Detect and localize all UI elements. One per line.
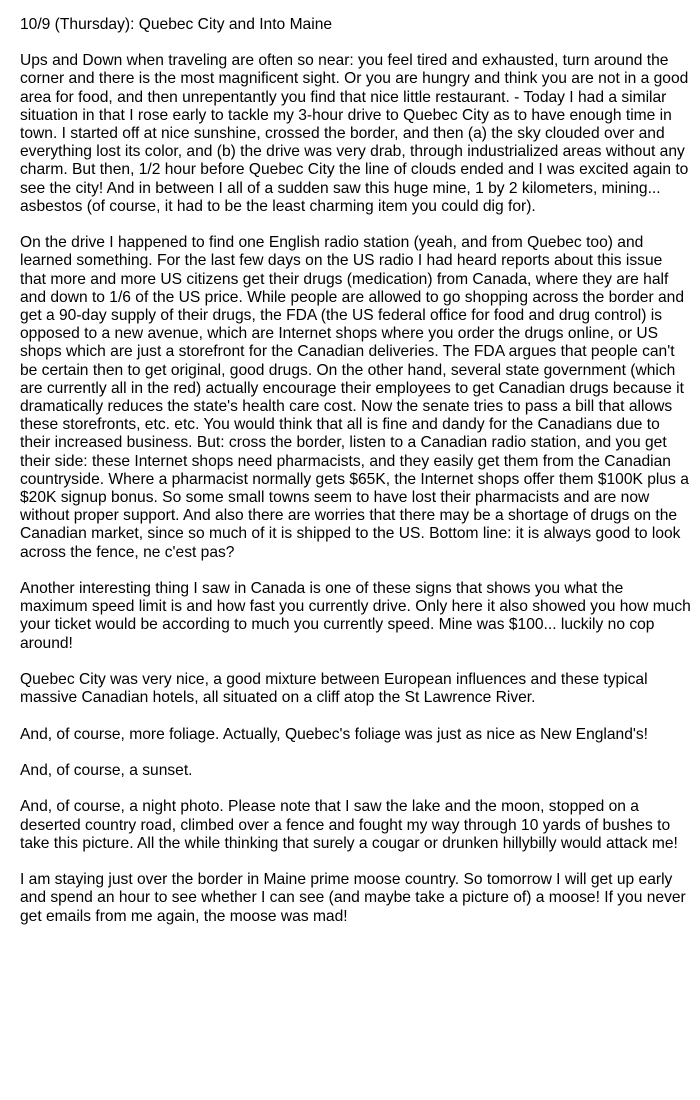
paragraph-speed-sign: Another interesting thing I saw in Canada is one of these signs that shows you what the maximum speed limit is and how fast you currently drive. Only here it also showed you how much your ticket would be according to much you currently speed. Mine was $100... luckily no cop around! bbox=[20, 580, 691, 652]
paragraph-maine-moose: I am staying just over the border in Maine prime moose country. So tomorrow I will get up early and spend an hour to see whether I can see (and maybe take a picture of) a moose! If you never get emails from me again, the moose was mad! bbox=[20, 871, 686, 925]
paragraph-intro: Ups and Down when traveling are often so near: you feel tired and exhausted, turn around the corner and there is the most magnificent sight. Or you are hungry and think you are not in a good area for food, and then unrepentantly you find that nice little restaurant. - Today I had a similar situation in that I rose early to tackle my 3-hour drive to Quebec City as to have enough time in town. I started off at nice sunshine, crossed the border, and then (a) the sky clouded over and everything lost its color, and (b) the drive was very drab, through industrialized areas without any charm. But then, 1/2 hour before Quebec City the line of clouds ended and I was excited again to see the city! And in between I all of a sudden saw this huge mine, 1 by 2 kilometers, mining... asbestos (of course, it had to be the least charming item you could dig for). bbox=[20, 52, 689, 215]
paragraph-sunset: And, of course, a sunset. bbox=[20, 762, 193, 780]
paragraph-night-photo: And, of course, a night photo. Please note that I saw the lake and the moon, stopped on a deserted country road, climbed over a fence and fought my way through 10 yards of bushes to take this picture. All the while thinking that surely a cougar or drunken hillybilly would attack me! bbox=[20, 798, 678, 852]
paragraph-radio-drugs: On the drive I happened to find one English radio station (yeah, and from Quebec too) and learned something. For the last few days on the US radio I had heard reports about this issue that more and more US citizens get their drugs (medication) from Canada, where they are half and down to 1/6 of the US price. While people are allowed to go shopping across the border and get a 90-day supply of their drugs, the FDA (the US federal office for food and drug control) is opposed to a new avenue, which are Internet shops where you order the drugs online, or US shops which are just a storefront for the Canadian deliveries. The FDA argues that people can't be certain then to get original, good drugs. On the other hand, several state government (which are currently all in the red) actually encourage their employees to get Canadian drugs because it dramatically reduces the state's health care cost. Now the senate tries to pass a bill that allows these storefronts, etc. etc. You would think that all is fine and dandy for the Canadians due to their increased business. But: cross the border, listen to a Canadian radio station, and you get their side: these Internet shops need pharmacists, and they easily get them from the Canadian countryside. Where a pharmacist normally gets $65K, the Internet shops offer them $100K plus a $20K signup bonus. So some small towns seem to have lost their pharmacists and are now without proper support. And also there are worries that there may be a shortage of drugs on the Canadian market, since so much of it is shipped to the US. Bottom line: it is always good to look across the fence, ne c'est pas? bbox=[20, 234, 689, 561]
paragraph-quebec-city: Quebec City was very nice, a good mixture between European influences and these typical massive Canadian hotels, all situated on a cliff atop the St Lawrence River. bbox=[20, 671, 648, 707]
entry-title: 10/9 (Thursday): Quebec City and Into Maine bbox=[20, 16, 333, 33]
paragraph-foliage: And, of course, more foliage. Actually, Quebec's foliage was just as nice as New England's! bbox=[20, 725, 649, 743]
